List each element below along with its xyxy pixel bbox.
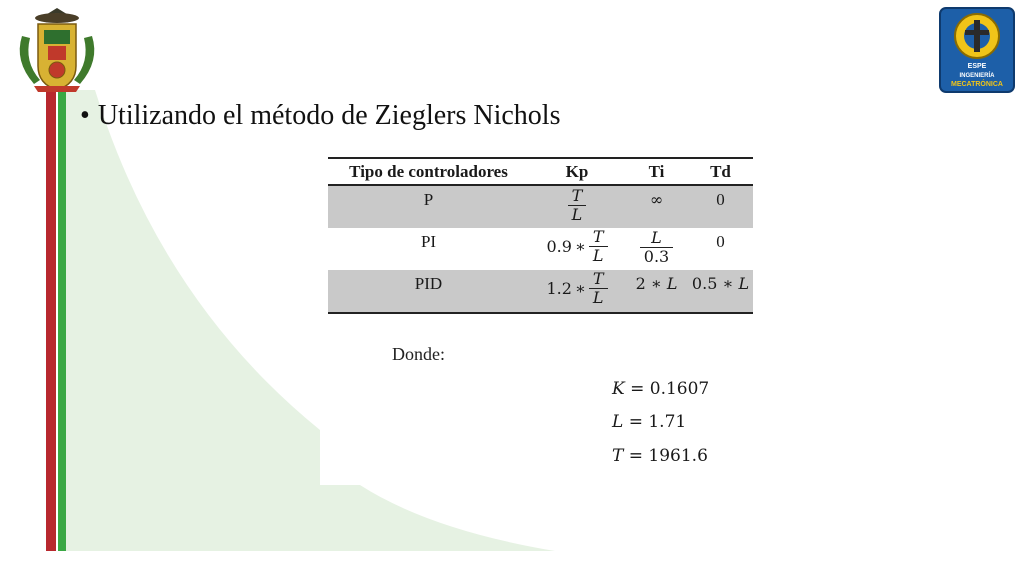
white-stripe bbox=[56, 92, 58, 551]
kp-expression bbox=[547, 270, 608, 307]
cell-td bbox=[688, 270, 753, 313]
fraction bbox=[589, 270, 608, 307]
cell-tipo: PID bbox=[328, 270, 529, 313]
red-stripe bbox=[46, 92, 56, 551]
kp-coefficient: 1.2 bbox=[546, 279, 572, 298]
bullet-point bbox=[80, 100, 560, 132]
green-stripe bbox=[58, 92, 66, 551]
fraction-numerator: T bbox=[592, 269, 604, 288]
fraction-denominator: L bbox=[571, 205, 583, 224]
cell-kp bbox=[529, 270, 625, 313]
param-k: K = 0.1607 bbox=[612, 379, 710, 399]
ziegler-nichols-table bbox=[328, 157, 753, 313]
donde-label: Donde: bbox=[392, 344, 445, 364]
fraction-denominator: 0.3 bbox=[643, 247, 670, 266]
espe-mecatronica-logo bbox=[938, 6, 1016, 94]
header-td: Td bbox=[688, 158, 753, 185]
cell-kp bbox=[529, 228, 625, 270]
cell-td: 0 bbox=[716, 232, 725, 251]
td-expression: 0.5 ∗ L bbox=[691, 274, 750, 293]
fraction-denominator: L bbox=[592, 246, 604, 265]
fraction-numerator: T bbox=[592, 227, 604, 246]
fraction-denominator: L bbox=[592, 288, 604, 307]
table-row-p bbox=[328, 185, 753, 228]
cell-tipo: PI bbox=[420, 232, 437, 251]
cell-tipo: P bbox=[328, 185, 529, 228]
table-row-pi bbox=[328, 228, 753, 270]
controller-table bbox=[328, 157, 753, 314]
fraction bbox=[568, 187, 587, 224]
fraction bbox=[640, 229, 673, 266]
cell-ti: ∞ bbox=[625, 185, 688, 228]
cell-kp bbox=[529, 185, 625, 228]
fraction-numerator: L bbox=[651, 228, 662, 247]
header-tipo: Tipo de controladores bbox=[328, 158, 529, 185]
coat-of-arms-logo bbox=[8, 6, 106, 94]
kp-coefficient: 0.9 bbox=[546, 237, 572, 256]
cell-td: 0 bbox=[688, 185, 753, 228]
ti-expression: 2 ∗ L bbox=[635, 274, 678, 293]
fraction-numerator: T bbox=[571, 186, 583, 205]
kp-expression bbox=[547, 228, 608, 265]
header-kp: Kp bbox=[529, 158, 625, 185]
fraction bbox=[589, 228, 608, 265]
cell-ti bbox=[625, 270, 688, 313]
param-t: T = 1961.6 bbox=[612, 446, 708, 466]
bullet-text: Utilizando el método de Zieglers Nichols bbox=[97, 100, 561, 131]
table-header-row bbox=[328, 158, 753, 185]
logo-text-mecatronica: MECATRÓNICA bbox=[951, 81, 1003, 88]
kp-operator: ∗ bbox=[574, 237, 586, 256]
logo-text-espe: ESPE bbox=[967, 63, 987, 70]
bullet-symbol: • bbox=[80, 100, 90, 131]
cell-ti bbox=[625, 228, 688, 270]
logo-text-ingenieria: INGENIERÍA bbox=[959, 73, 995, 79]
header-ti: Ti bbox=[625, 158, 688, 185]
kp-operator: ∗ bbox=[574, 279, 586, 298]
param-l: L = 1.71 bbox=[612, 412, 687, 432]
table-row-pid bbox=[328, 270, 753, 313]
